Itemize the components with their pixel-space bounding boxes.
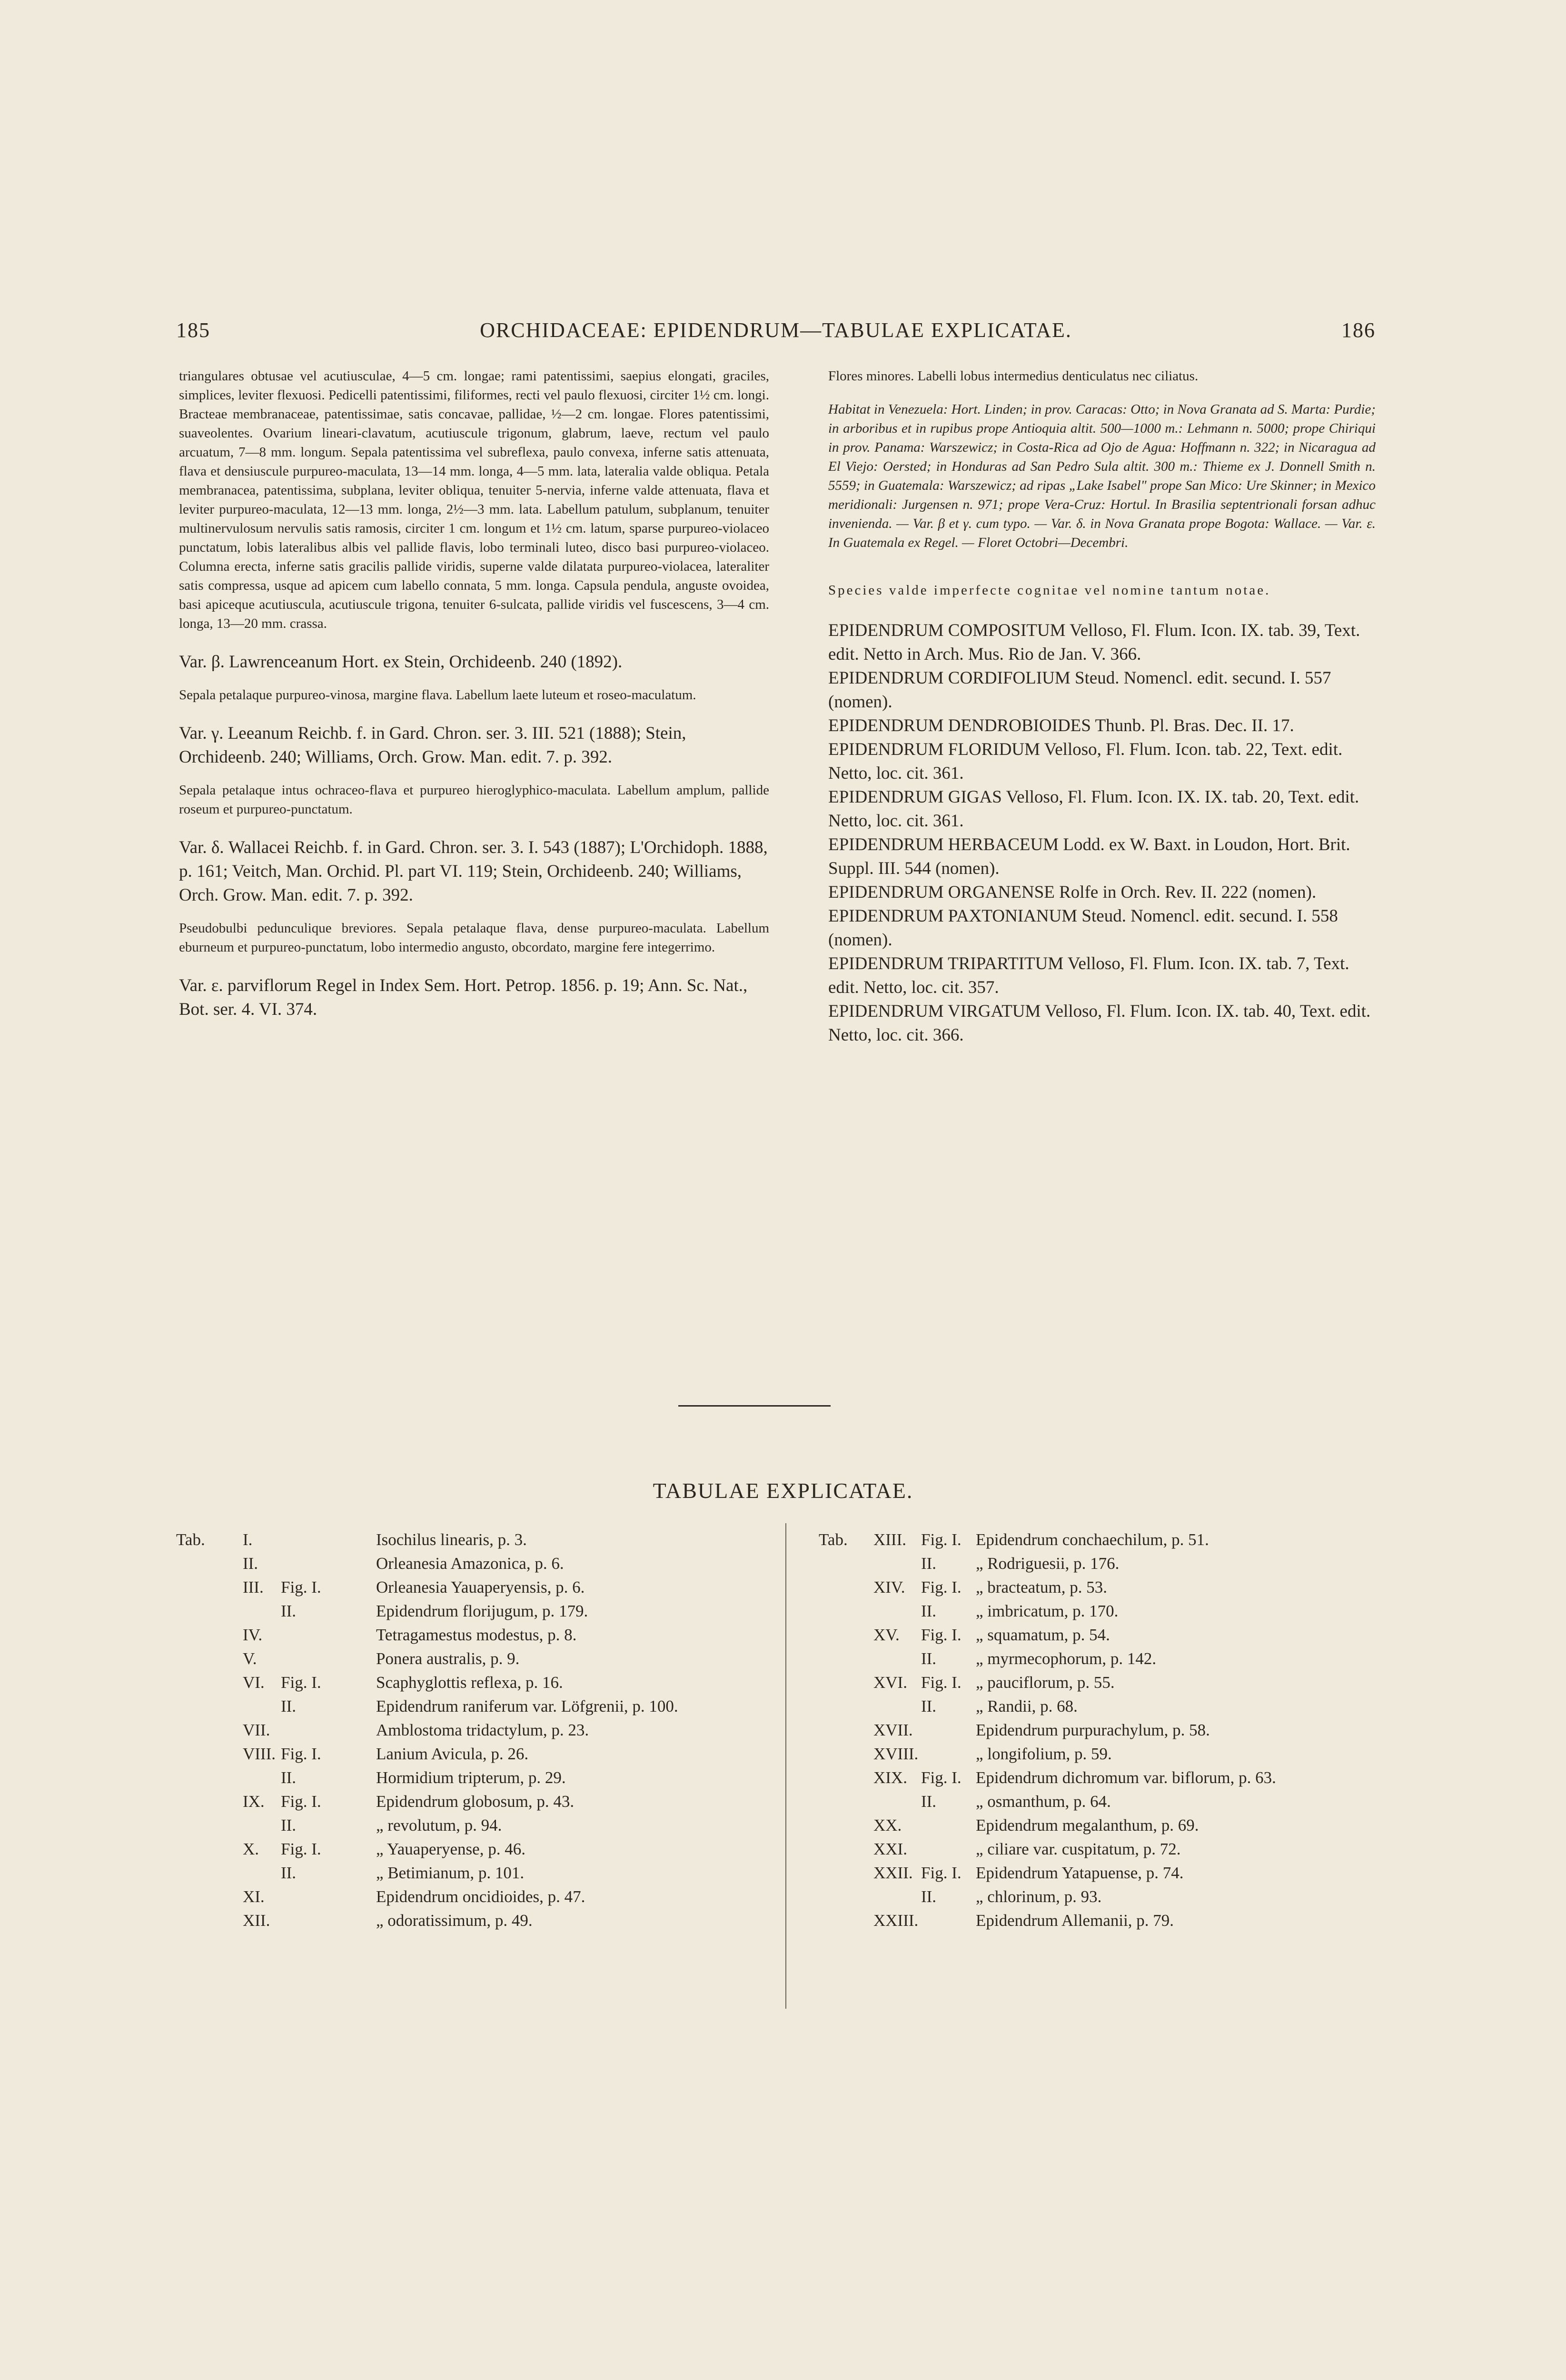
variety-epsilon: Var. ε. parviflorum Regel in Index Sem. Hort. Petrop. 1856. p. 19; Ann. Sc. Nat., Bot. ser. 4. VI. 374.: [179, 976, 748, 1019]
plate-row: [176, 1599, 766, 1623]
plates-list-left: [176, 1528, 766, 1933]
plate-figure: II.: [921, 1792, 937, 1811]
plate-figure: II.: [921, 1649, 937, 1668]
plate-text: „ revolutum, p. 94.: [376, 1816, 502, 1835]
plate-number: X.: [243, 1840, 259, 1858]
plates-list-right: [819, 1528, 1371, 1933]
plate-text: „ squamatum, p. 54.: [976, 1626, 1110, 1644]
plate-figure: Fig. I.: [281, 1578, 321, 1597]
plate-text: „ bracteatum, p. 53.: [976, 1578, 1108, 1597]
plate-row: [819, 1861, 1371, 1885]
plate-number: II.: [243, 1554, 258, 1573]
plate-row: [819, 1623, 1371, 1647]
plate-row: [819, 1695, 1371, 1718]
right-column: [828, 367, 1376, 1047]
plate-row: [176, 1742, 766, 1766]
variety-gamma: Var. γ. Leeanum Reichb. f. in Gard. Chron. ser. 3. III. 521 (1888); Stein, Orchideenb. 240; Williams, Orch. Grow. Man. edit. 7. p. 392.: [179, 724, 686, 767]
variety-beta: Var. β. Lawrenceanum Hort. ex Stein, Orchideenb. 240 (1892).: [179, 652, 623, 672]
plate-number: XIII.: [873, 1530, 906, 1549]
plate-row: [176, 1837, 766, 1861]
plate-number: I.: [243, 1530, 253, 1549]
plate-text: Orleanesia Yauaperyensis, p. 6.: [376, 1578, 585, 1597]
species-entry: EPIDENDRUM GIGAS Velloso, Fl. Flum. Icon. IX. IX. tab. 20, Text. edit. Netto, loc. cit. 361.: [828, 787, 1359, 831]
page-number-left: 185: [176, 318, 210, 342]
species-heading: Species valde imperfecte cognitae vel nomine tantum notae.: [828, 583, 1271, 598]
page-header: [176, 318, 1376, 347]
plate-figure: II.: [281, 1864, 297, 1882]
variety-delta: Var. δ. Wallacei Reichb. f. in Gard. Chron. ser. 3. I. 543 (1887); L'Orchidoph. 1888, p. 161; Veitch, Man. Orchid. Pl. part VI. 119; Stein, Orchideenb. 240; Williams, Orch. Grow. Man. edit. 7. p. 392.: [179, 838, 768, 905]
plate-figure: Fig. I.: [921, 1530, 961, 1549]
plate-number: XXIII.: [873, 1911, 919, 1930]
species-entry: EPIDENDRUM PAXTONIANUM Steud. Nomencl. edit. secund. I. 558 (nomen).: [828, 906, 1338, 950]
plate-row: [176, 1552, 766, 1576]
plate-row: [176, 1647, 766, 1671]
plate-row: [176, 1623, 766, 1647]
plate-row: [819, 1552, 1371, 1576]
plate-figure: Fig. I.: [281, 1840, 321, 1858]
plate-row: [176, 1790, 766, 1814]
variety-gamma-description: Sepala petalaque intus ochraceo-flava et purpureo hieroglyphico-maculata. Labellum amplum, pallide roseum et purpureo-punctatum.: [179, 783, 769, 817]
plate-number: XIV.: [873, 1578, 905, 1597]
plate-row: [819, 1909, 1371, 1933]
plate-text: „ myrmecophorum, p. 142.: [976, 1649, 1157, 1668]
plate-figure: II.: [921, 1602, 937, 1620]
plate-figure: II.: [281, 1697, 297, 1716]
plate-row: [176, 1885, 766, 1909]
plate-figure: Fig. I.: [921, 1578, 961, 1597]
plate-text: Epidendrum Allemanii, p. 79.: [976, 1911, 1174, 1930]
plate-text: Epidendrum Yatapuense, p. 74.: [976, 1864, 1184, 1882]
plate-row: [176, 1766, 766, 1790]
plate-row: [176, 1695, 766, 1718]
plate-number: XI.: [243, 1887, 265, 1906]
plate-figure: II.: [281, 1768, 297, 1787]
plate-figure: Fig. I.: [281, 1792, 321, 1811]
plate-text: „ Betimianum, p. 101.: [376, 1864, 525, 1882]
plate-number: XXI.: [873, 1840, 907, 1858]
plate-number: XVIII.: [873, 1745, 919, 1763]
plate-text: Scaphyglottis reflexa, p. 16.: [376, 1673, 563, 1692]
plate-row: [819, 1718, 1371, 1742]
plate-number: IV.: [243, 1626, 263, 1644]
plate-row: [176, 1671, 766, 1695]
plate-number: IX.: [243, 1792, 265, 1811]
plate-text: „ ciliare var. cuspitatum, p. 72.: [976, 1840, 1181, 1858]
plate-row: [819, 1671, 1371, 1695]
plate-text: Epidendrum conchaechilum, p. 51.: [976, 1530, 1209, 1549]
plate-figure: II.: [281, 1602, 297, 1620]
page-number-right: 186: [1341, 318, 1376, 342]
plate-row: [819, 1885, 1371, 1909]
plate-number: XV.: [873, 1626, 900, 1644]
plate-figure: Fig. I.: [921, 1673, 961, 1692]
plate-text: Epidendrum oncidioides, p. 47.: [376, 1887, 585, 1906]
plate-text: Epidendrum megalanthum, p. 69.: [976, 1816, 1199, 1835]
plate-text: „ pauciflorum, p. 55.: [976, 1673, 1115, 1692]
plate-number: VII.: [243, 1721, 270, 1739]
left-column: [179, 367, 769, 1033]
plate-tab-label: Tab.: [176, 1530, 205, 1549]
plate-figure: II.: [921, 1697, 937, 1716]
plate-row: [176, 1814, 766, 1837]
plate-figure: Fig. I.: [921, 1626, 961, 1644]
species-entry: EPIDENDRUM COMPOSITUM Velloso, Fl. Flum. Icon. IX. tab. 39, Text. edit. Netto in Arch. Mus. Rio de Jan. V. 366.: [828, 621, 1360, 664]
plate-text: Amblostoma tridactylum, p. 23.: [376, 1721, 589, 1739]
species-entry: EPIDENDRUM TRIPARTITUM Velloso, Fl. Flum. Icon. IX. tab. 7, Text. edit. Netto, loc. cit. 357.: [828, 954, 1349, 997]
plate-text: Orleanesia Amazonica, p. 6.: [376, 1554, 564, 1573]
plate-figure: Fig. I.: [281, 1745, 321, 1763]
species-entry: EPIDENDRUM HERBACEUM Lodd. ex W. Baxt. in Loudon, Hort. Brit. Suppl. III. 544 (nomen).: [828, 835, 1350, 878]
tabulae-heading: TABULAE EXPLICATAE.: [653, 1478, 913, 1503]
column-divider: [785, 1523, 786, 2009]
plate-row: [819, 1790, 1371, 1814]
plate-row: [176, 1576, 766, 1599]
plate-text: „ longifolium, p. 59.: [976, 1745, 1112, 1763]
plate-number: XII.: [243, 1911, 270, 1930]
plate-row: [176, 1528, 766, 1552]
plate-figure: II.: [921, 1554, 937, 1573]
habitat-paragraph: Habitat in Venezuela: Hort. Linden; in prov. Caracas: Otto; in Nova Granata ad S. Marta: Purdie; in arboribus et in rupibus prope Antioquia altit. 500—1000 m.: Lehmann n. 5000; prope Chiriqui in prov. Panama: Warszewicz; in Costa-Rica ad Ojo de Agua: Hoffmann n. 322; in Nicaragua ad El Viejo: Oersted; in Honduras ad San Pedro Sula altit. 300 m.: Thieme ex J. Donnell Smith n. 5559; in Guatemala: Warszewicz; ad ripas „Lake Isabel" prope San Mico: Ure Skinner; in Mexico meridionali: Jurgensen n. 971; prope Vera-Cruz: Hortul. In Brasilia septentrionali forsan adhuc invenienda. — Var. β et γ. cum typo. — Var. δ. in Nova Granata prope Bogota: Wallace. — Var. ε. In Guatemala ex Regel. — Floret Octobri—Decembri.: [828, 402, 1376, 550]
plate-text: Epidendrum globosum, p. 43.: [376, 1792, 575, 1811]
flores-paragraph: Flores minores. Labelli lobus intermedius denticulatus nec ciliatus.: [828, 368, 1199, 384]
plate-text: „ osmanthum, p. 64.: [976, 1792, 1111, 1811]
plate-number: V.: [243, 1649, 257, 1668]
description-paragraph: triangulares obtusae vel acutiusculae, 4—5 cm. longae; rami patentissimi, saepius elongati, graciles, simplices, leviter flexuosi. Pedicelli patentissimi, filiformes, recti vel paulo flexuosi, circiter 1½ cm. longi. Bracteae membranaceae, patentissimae, satis concavae, pallidae, ½—2 cm. longae. Flores patentissimi, suaveolentes. Ovarium lineari-clavatum, acutiuscule trigonum, glabrum, laeve, rectum vel paulo arcuatum, 7—8 mm. longum. Sepala patentissima vel subreflexa, paulo convexa, inferne satis attenuata, flava et densiuscule purpureo-maculata, 13—14 mm. longa, 4—5 mm. lata, lateralia valde obliqua. Petala membranacea, patentissima, subplana, leviter obliqua, tenuiter 5-nervia, inferne valde attenuata, flava et leviter purpureo-maculata, 12—13 mm. longa, 2½—3 mm. lata. Labellum patulum, subplanum, tenuiter multinervulosum nervulis satis ramosis, circiter 1 cm. longum et 1½ cm. latum, sparse purpureo-violaceo punctatum, lobis lateralibus albis vel pallide flavis, lobo terminali luteo, disco basi purpureo-violaceo. Columna erecta, inferne satis gracilis pallide viridis, superne valde dilatata purpureo-violacea, lateraliter satis compressa, usque ad apicem cum labello connata, 5 mm. longa. Capsula pendula, anguste ovoidea, basi apiceque acutiuscula, acutiuscule trigona, tenuiter 6-sulcata, pallide viridis vel fuscescens, 3—4 cm. longa, 13—20 mm. crassa.: [179, 368, 769, 631]
plate-number: XVI.: [873, 1673, 907, 1692]
plate-text: Isochilus linearis, p. 3.: [376, 1530, 527, 1549]
species-entry: EPIDENDRUM ORGANENSE Rolfe in Orch. Rev. II. 222 (nomen).: [828, 883, 1317, 902]
plate-row: [819, 1814, 1371, 1837]
plate-number: III.: [243, 1578, 264, 1597]
plate-text: „ Randii, p. 68.: [976, 1697, 1078, 1716]
section-divider: [678, 1405, 831, 1407]
variety-beta-description: Sepala petalaque purpureo-vinosa, margine flava. Labellum laete luteum et roseo-maculatum.: [179, 687, 696, 703]
plate-text: Hormidium tripterum, p. 29.: [376, 1768, 566, 1787]
plate-text: „ Rodriguesii, p. 176.: [976, 1554, 1120, 1573]
plate-number: XVII.: [873, 1721, 913, 1739]
plate-number: XX.: [873, 1816, 902, 1835]
plate-number: VI.: [243, 1673, 265, 1692]
plate-text: „ imbricatum, p. 170.: [976, 1602, 1119, 1620]
plate-row: [819, 1599, 1371, 1623]
plate-text: Ponera australis, p. 9.: [376, 1649, 520, 1668]
plate-row: [819, 1647, 1371, 1671]
plate-text: „ Yauaperyense, p. 46.: [376, 1840, 525, 1858]
plate-figure: II.: [921, 1887, 937, 1906]
plate-row: [176, 1909, 766, 1933]
plate-row: [819, 1576, 1371, 1599]
plate-row: [819, 1766, 1371, 1790]
plate-row: [176, 1861, 766, 1885]
plate-text: „ odoratissimum, p. 49.: [376, 1911, 533, 1930]
plate-number: XXII.: [873, 1864, 913, 1882]
plate-text: Epidendrum purpurachylum, p. 58.: [976, 1721, 1210, 1739]
species-entry: EPIDENDRUM DENDROBIOIDES Thunb. Pl. Bras. Dec. II. 17.: [828, 716, 1294, 735]
plate-text: Epidendrum florijugum, p. 179.: [376, 1602, 588, 1620]
plate-figure: Fig. I.: [281, 1673, 321, 1692]
plate-tab-label: Tab.: [819, 1530, 848, 1549]
plate-row: [819, 1837, 1371, 1861]
plate-number: XIX.: [873, 1768, 907, 1787]
plate-text: „ chlorinum, p. 93.: [976, 1887, 1102, 1906]
plate-row: [819, 1742, 1371, 1766]
running-title: ORCHIDACEAE: EPIDENDRUM—TABULAE EXPLICATAE.: [480, 318, 1072, 342]
plate-figure: Fig. I.: [921, 1768, 961, 1787]
plate-figure: Fig. I.: [921, 1864, 961, 1882]
species-entry: EPIDENDRUM FLORIDUM Velloso, Fl. Flum. Icon. tab. 22, Text. edit. Netto, loc. cit. 361.: [828, 740, 1343, 783]
species-entry: EPIDENDRUM CORDIFOLIUM Steud. Nomencl. edit. secund. I. 557 (nomen).: [828, 668, 1331, 712]
plate-text: Epidendrum dichromum var. biflorum, p. 63.: [976, 1768, 1276, 1787]
species-entry: EPIDENDRUM VIRGATUM Velloso, Fl. Flum. Icon. IX. tab. 40, Text. edit. Netto, loc. cit. 366.: [828, 1002, 1371, 1045]
plate-number: VIII.: [243, 1745, 276, 1763]
plate-figure: II.: [281, 1816, 297, 1835]
plate-row: [819, 1528, 1371, 1552]
plate-row: [176, 1718, 766, 1742]
plate-text: Epidendrum raniferum var. Löfgrenii, p. 100.: [376, 1697, 678, 1716]
plate-text: Tetragamestus modestus, p. 8.: [376, 1626, 577, 1644]
variety-delta-description: Pseudobulbi pedunculique breviores. Sepala petalaque flava, dense purpureo-maculata. Labellum eburneum et purpureo-punctatum, lobo intermedio angusto, obcordato, margine fere integerrimo.: [179, 921, 769, 955]
plate-text: Lanium Avicula, p. 26.: [376, 1745, 529, 1763]
